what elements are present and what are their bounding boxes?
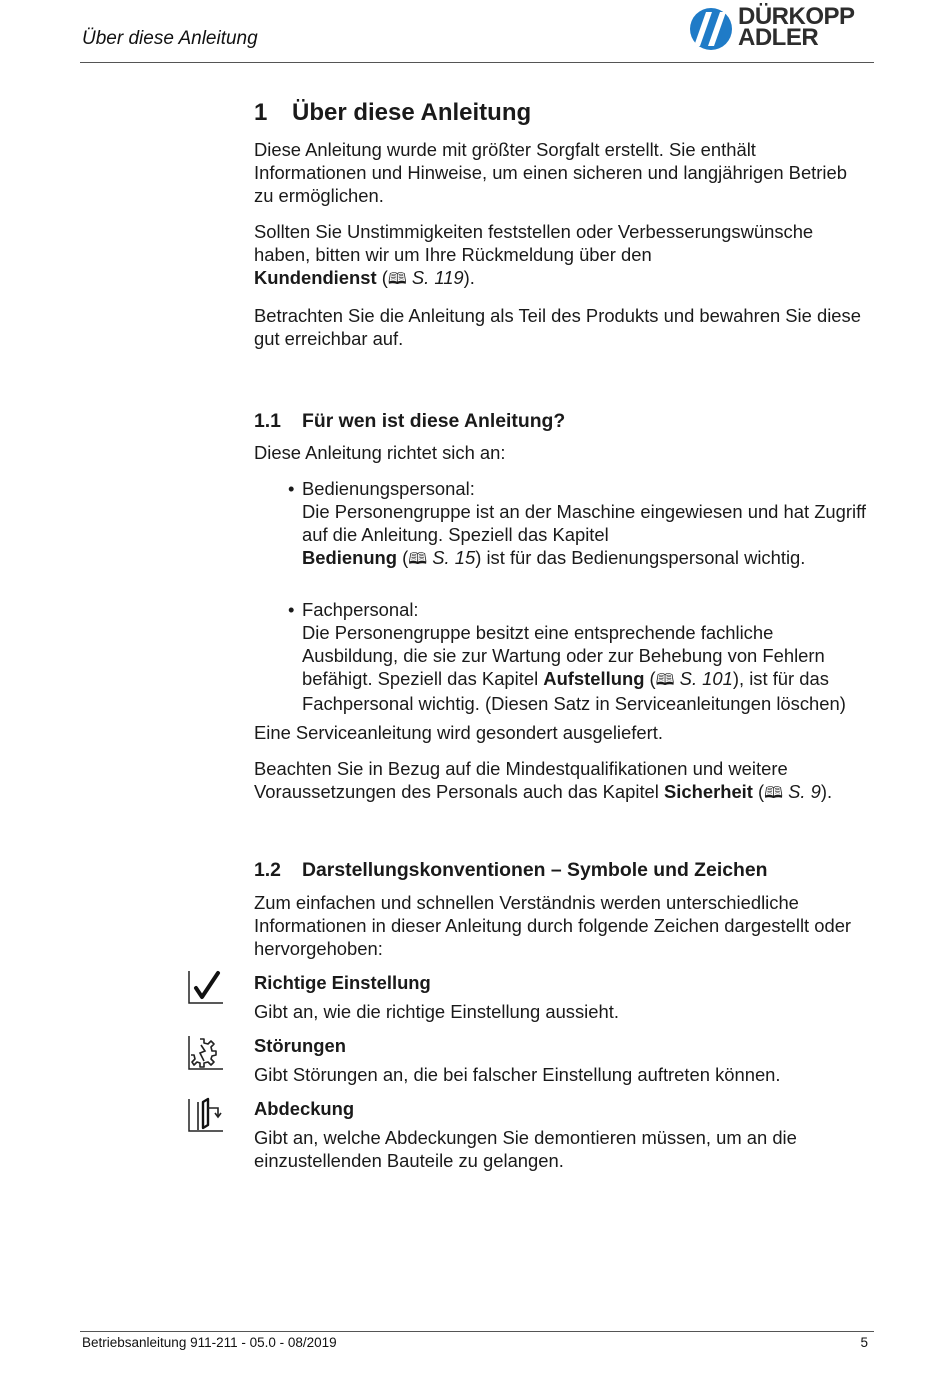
cover-icon — [188, 1096, 224, 1132]
section-1-2-heading: 1.2 Darstellungskonventionen – Symbole und Zeichen — [254, 859, 768, 881]
page-ref[interactable]: S. 15 — [432, 547, 476, 568]
qualification-note: Beachten Sie in Bezug auf die Mindestqualifikationen und weitere Voraussetzungen des Personals auch das Kapitel Sicherheit (🕮 S. 9). — [254, 758, 833, 802]
logo-text: DÜRKOPP ADLER — [738, 3, 855, 51]
chapter-link-aufstellung[interactable]: Aufstellung — [543, 668, 645, 689]
footer-divider — [80, 1331, 874, 1332]
section-1-paragraph-3: Betrachten Sie die Anleitung als Teil des Produkts und bewahren Sie diese gut erreichbar auf. — [254, 305, 861, 349]
section-1-1-intro: Diese Anleitung richtet sich an: — [254, 442, 506, 463]
page-ref[interactable]: S. 9 — [788, 781, 821, 802]
page-ref[interactable]: S. 119 — [411, 267, 464, 288]
symbol-item-correct-setting: Richtige Einstellung Gibt an, wie die richtige Einstellung aussieht. — [254, 972, 619, 1022]
book-icon: 🕮 — [764, 785, 784, 802]
section-1-paragraph-2: Sollten Sie Unstimmigkeiten feststellen oder Verbesserungswünsche haben, bitten wir um Ihre Rückmeldung über den Kundendienst (🕮 S. 119). — [254, 221, 814, 288]
chapter-link-bedienung[interactable]: Bedienung — [302, 547, 398, 568]
header-divider — [80, 62, 874, 63]
bullet-dot: • — [288, 599, 295, 620]
section-1-1-heading: 1.1 Für wen ist diese Anleitung? — [254, 410, 566, 432]
bullet-dot: • — [288, 478, 295, 499]
running-header: Über diese Anleitung — [82, 28, 258, 49]
book-icon: 🕮 — [408, 551, 428, 568]
list-item-operators: • Bedienungspersonal: Die Personengruppe ist an der Maschine eingewiesen und hat Zugriff auf die Anleitung. Speziell das Kapitel Bedienung (🕮 S. 15) ist für das Bedienungspersonal wichtig. — [288, 478, 866, 568]
chapter-link-sicherheit[interactable]: Sicherheit — [664, 781, 753, 802]
footer-document-id: Betriebsanleitung 911-211 - 05.0 - 08/2019 — [82, 1335, 337, 1350]
main-content — [254, 96, 870, 1172]
duerkopp-adler-logo — [686, 3, 876, 54]
book-icon: 🕮 — [655, 672, 675, 689]
list-item-specialists: • Fachpersonal: Die Personengruppe besitzt eine entsprechende fachliche Ausbildung, die sie zur Wartung oder zur Behebung von Fehlern befähigt. Speziell das Kapitel Aufstellung (🕮 S. 101), ist für das Fachpersonal wichtig. (Diesen Satz in Serviceanleitungen löschen) — [288, 599, 846, 714]
page-number: 5 — [860, 1335, 868, 1350]
symbol-item-malfunctions: Störungen Gibt Störungen an, die bei falscher Einstellung auftreten können. — [254, 1035, 781, 1085]
customer-service-link[interactable]: Kundendienst — [254, 267, 377, 288]
section-1-heading: 1 Über diese Anleitung — [254, 99, 532, 126]
book-icon: 🕮 — [387, 271, 407, 288]
section-1-paragraph-1: Diese Anleitung wurde mit größter Sorgfalt erstellt. Sie enthält Informationen und Hinweise, um einen sicheren und langjährigen Betrieb zu ermöglichen. — [254, 139, 847, 206]
service-manual-note: Eine Serviceanleitung wird gesondert ausgeliefert. — [254, 722, 663, 743]
logo-mark-icon — [686, 6, 736, 52]
broken-gear-icon — [188, 1034, 224, 1070]
section-1-2-intro: Zum einfachen und schnellen Verständnis werden unterschiedliche Informationen in dieser Anleitung durch folgende Zeichen dargestellt oder hervorgehoben: — [254, 892, 852, 959]
page-ref[interactable]: S. 101 — [679, 668, 733, 689]
checkmark-icon — [188, 968, 224, 1004]
symbol-item-cover: Abdeckung Gibt an, welche Abdeckungen Sie demontieren müssen, um an die einzustellenden Bauteile zu gelangen. — [254, 1098, 797, 1171]
